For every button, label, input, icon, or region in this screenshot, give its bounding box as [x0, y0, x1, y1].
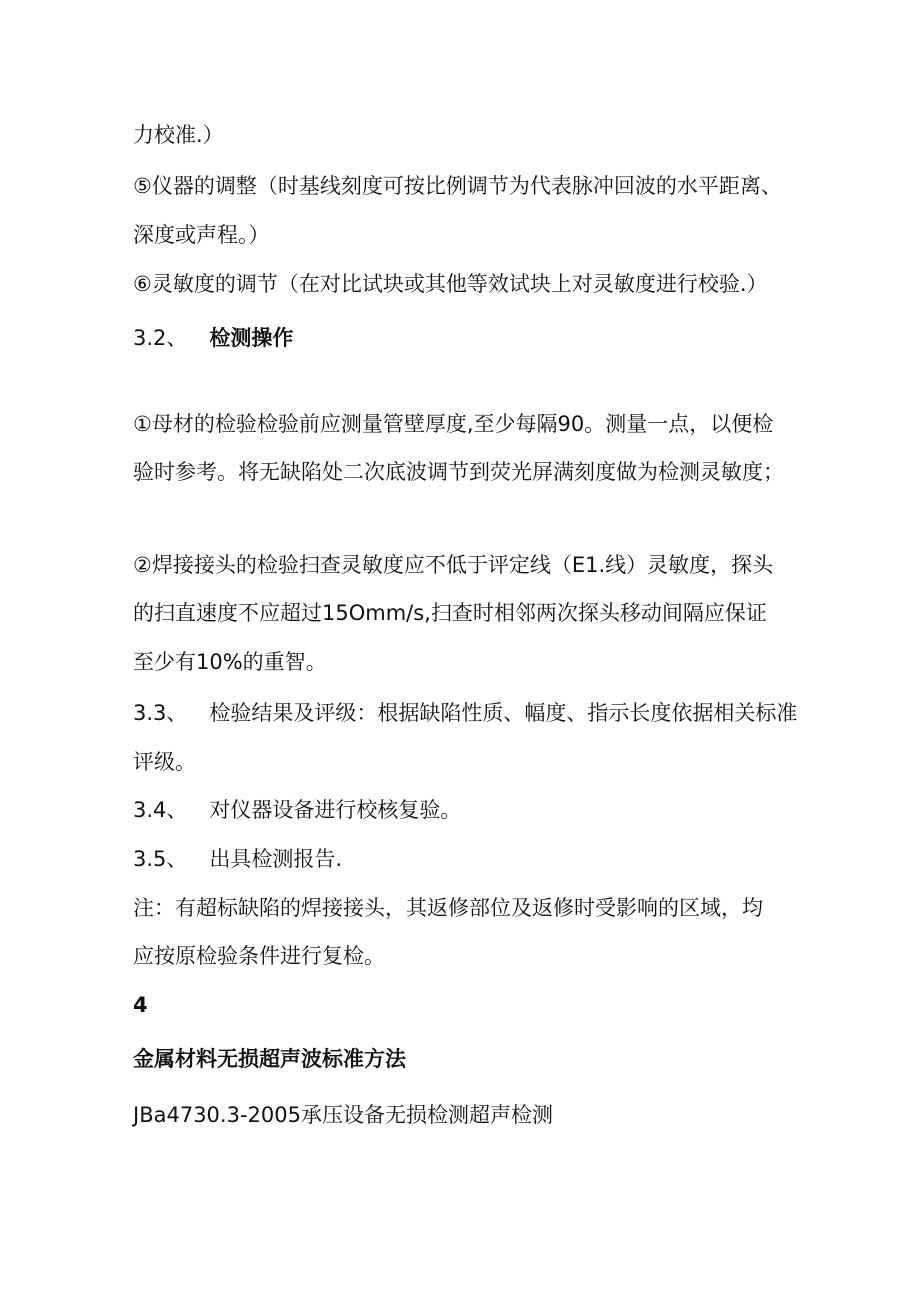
section-text: 出具检测报告. — [209, 847, 343, 871]
text-line: 注：有超标缺陷的焊接接头，其返修部位及返修时受影响的区域，均 — [133, 896, 763, 920]
text-line: 应按原检验条件进行复检。 — [133, 944, 385, 968]
text-line: 深度或声程。） — [133, 223, 270, 247]
chapter-number: 4 — [133, 993, 148, 1017]
section-number: 3.3、 — [133, 701, 188, 725]
text-line: JBa4730.3-2005承压设备无损检测超声检测 — [133, 1103, 553, 1127]
section-number: 3.4、 — [133, 798, 188, 822]
chapter-title: 金属材料无损超声波标准方法 — [133, 1047, 406, 1071]
section-number: 3.2、 — [133, 326, 188, 350]
section-text: 对仪器设备进行校核复验。 — [209, 798, 462, 822]
section-heading-3-2 — [133, 324, 293, 352]
text-line: ⑤仪器的调整（时基线刻度可按比例调节为代表脉冲回波的水平距离、 — [133, 174, 782, 198]
section-title: 检测操作 — [209, 326, 294, 350]
section-heading-3-3 — [133, 699, 797, 727]
text-line: ②焊接接头的检验扫查灵敏度应不低于评定线（E1.线）灵敏度，探头 — [133, 553, 774, 577]
text-line: ⑥灵敏度的调节（在对比试块或其他等效试块上对灵敏度进行校验.） — [133, 272, 768, 296]
text-line: 验时参考。将无缺陷处二次底波调节到荧光屏满刻度做为检测灵敏度； — [133, 460, 784, 484]
section-heading-3-4 — [133, 796, 461, 824]
text-line: ①母材的检验检验前应测量管壁厚度,至少每隔90。测量一点，以便检 — [133, 412, 774, 436]
section-number: 3.5、 — [133, 847, 188, 871]
section-heading-3-5 — [133, 845, 342, 873]
text-line: 力校准.） — [133, 123, 224, 147]
text-line: 的扫直速度不应超过15Omm/s,扫查时相邻两次探头移动间隔应保证 — [133, 601, 767, 625]
text-line: 评级。 — [133, 750, 196, 774]
section-text: 检验结果及评级：根据缺陷性质、幅度、指示长度依据相关标准 — [209, 701, 798, 725]
text-line: 至少有10%的重智。 — [133, 650, 327, 674]
